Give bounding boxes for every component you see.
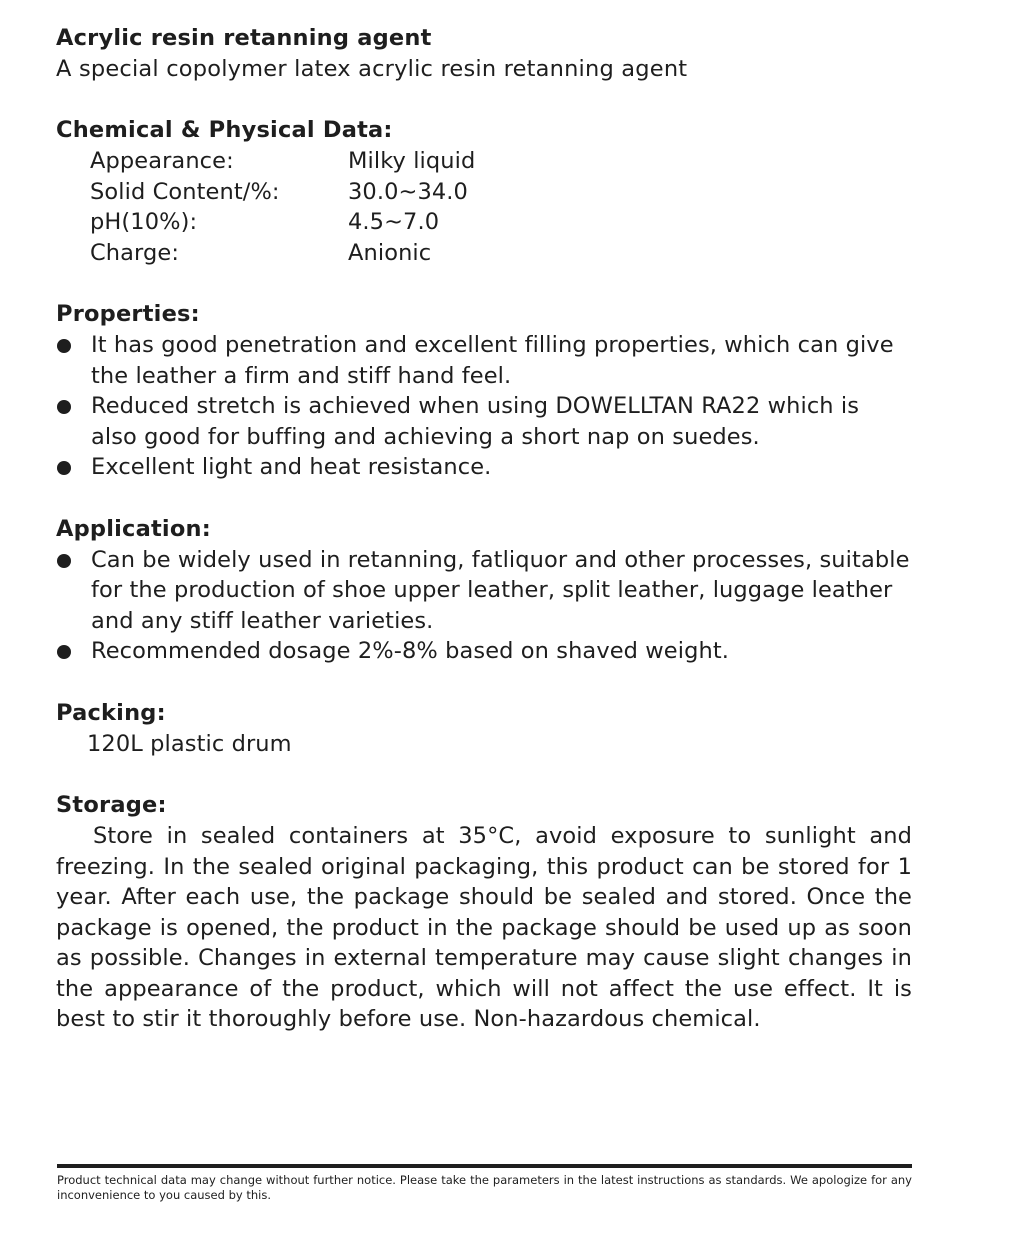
product-title: Acrylic resin retanning agent: [56, 25, 432, 51]
list-item-text: Excellent light and heat resistance.: [91, 454, 492, 480]
list-item-text: Can be widely used in retanning, fatliquor and other processes, suitable for the production of shoe upper leather, split leather, luggage leather and any stiff leather varieties.: [91, 546, 910, 634]
chemical-data-table: [56, 146, 912, 268]
data-row-solid-content: [90, 177, 912, 208]
packing-text: 120L plastic drum: [87, 730, 292, 757]
data-value: Milky liquid: [348, 148, 476, 174]
list-item: [56, 330, 912, 391]
list-item-text: It has good penetration and excellent filling properties, which can give the leather a firm and stiff hand feel.: [91, 332, 894, 389]
document-body: [56, 22, 912, 1035]
data-row-ph: [90, 207, 912, 238]
bullet-icon: [57, 645, 71, 659]
data-label: Solid Content/%:: [90, 178, 280, 205]
list-item: [56, 636, 912, 667]
footer-divider: [57, 1164, 912, 1168]
data-value: Anionic: [348, 239, 432, 266]
properties-list: [56, 330, 912, 483]
data-label: Appearance:: [90, 148, 234, 174]
data-value: 30.0~34.0: [348, 178, 468, 205]
storage-text: Store in sealed containers at 35°C, avoid exposure to sunlight and freezing. In the sealed original packaging, this product can be stored for 1 year. After each use, the package should be sealed and stored. Once the package is opened, the product in the package should be used up as soon as possible. Changes in external temperature may cause slight changes in the appearance of the product, which will not affect the use effect. It is best to stir it thoroughly before use. Non-hazardous chemical.: [56, 823, 912, 1032]
storage-heading: Storage:: [56, 792, 167, 818]
data-row-appearance: [90, 146, 912, 177]
data-label: Charge:: [90, 239, 180, 266]
list-item-text: Reduced stretch is achieved when using DOWELLTAN RA22 which is also good for buffing and achieving a short nap on suedes.: [91, 393, 860, 450]
list-item: [56, 545, 912, 637]
list-item: [56, 391, 912, 452]
bullet-icon: [57, 461, 71, 475]
bullet-icon: [57, 339, 71, 353]
chemical-data-heading: Chemical & Physical Data:: [56, 117, 393, 143]
application-heading: Application:: [56, 515, 211, 542]
product-subtitle: A special copolymer latex acrylic resin retanning agent: [56, 56, 688, 82]
footer-notice: Product technical data may change without further notice. Please take the parameters in the latest instructions as standards. We apologize for any inconvenience to you caused by this.: [57, 1173, 912, 1202]
application-list: [56, 545, 912, 667]
packing-heading: Packing:: [56, 699, 166, 726]
data-row-charge: [90, 238, 912, 269]
bullet-icon: [57, 400, 71, 414]
list-item-text: Recommended dosage 2%-8% based on shaved weight.: [91, 638, 730, 664]
properties-heading: Properties:: [56, 301, 200, 327]
list-item: [56, 452, 912, 483]
data-label: pH(10%):: [90, 209, 198, 235]
bullet-icon: [57, 554, 71, 568]
data-value: 4.5~7.0: [348, 209, 440, 235]
